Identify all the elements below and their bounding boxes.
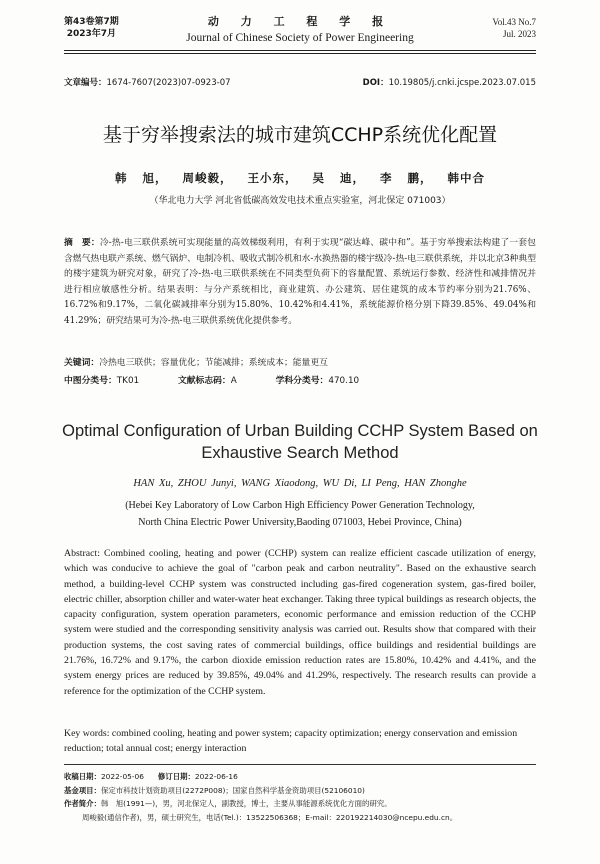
keywords-en [64,726,536,757]
footnote-fund [64,784,536,798]
clc-number [64,376,139,386]
subject-code-label: 学科分类号： [275,376,329,386]
header-issue-en [492,16,536,40]
keywords-cn-label: 关键词： [64,358,100,368]
footnote-rule [64,764,536,765]
abstract-cn [64,236,536,330]
journal-name-en: Journal of Chinese Society of Power Engineering [186,32,414,44]
doi [363,76,536,88]
authors-en: HAN Xu, ZHOU Junyi, WANG Xiaodong, WU Di, LI Peng, HAN Zhonghe [133,478,467,489]
article-number-label: 文章编号： [64,78,107,88]
document-code [178,376,237,386]
journal-name-cn: 动 力 工 程 学 报 [207,15,393,28]
fund-label: 基金项目： [64,785,101,795]
received-label: 收稿日期： [64,772,101,781]
abstract-en-label: Abstract: [64,548,100,559]
keywords-en-text: combined cooling, heating and power system; capacity optimization; energy conservation and emission reduction; total annual cost; energy interaction [64,728,518,755]
title-cn: 基于穷举搜索法的城市建筑CCHP系统优化配置 [102,124,498,146]
article-number [64,76,231,88]
abstract-cn-label: 摘 要： [64,238,100,248]
affiliation-en [0,497,600,531]
abstract-cn-text: 冷-热-电三联供系统可实现能量的高效梯级利用，有利于实现“碳达峰、碳中和”。基于穷举搜索法构建了一套包含燃气热电联产系统、燃气锅炉、电制冷机、吸收式制冷机和水-水换热器的楼宇级冷-热-电三联供系统，并以北京3种典型的楼宇建筑为研究对象，研究了冷-热-电三联供系统在不同类型负荷下的容量配置、系统运行参数、经济性和减排情况并进行相应敏感性分析。结果表明：与分产系统相比，商业建筑、办公建筑、居住建筑的成本节约率分别为21.76%、16.72%和9.17%，二氧化碳减排率分别为15.80%、10.42%和4.41%，系统能源价格分别下降39.85%、49.04%和41.29%；研究结果可为冷-热-电三联供系统优化提供参考。 [64,238,536,326]
classification-codes [64,373,536,386]
subject-code-value: 470.10 [328,376,360,386]
affiliation-en-line2: North China Electric Power University,Baoding 071003, Hebei Province, China) [138,517,462,528]
author-bio-label: 作者简介： [64,799,101,808]
keywords-en-label: Key words: [64,728,110,739]
volume-en: Vol.43 No.7 [492,17,536,27]
keywords-cn [64,356,536,370]
keywords-cn-text: 冷热电三联供；容量优化；节能减排；系统成本；能量更互 [99,358,328,368]
footnotes [64,770,536,824]
fund-text: 保定市科技计划资助项目(2272P008)；国家自然科学基金资助项目(52106010) [100,785,365,795]
document-code-value: A [230,376,237,386]
doi-label: DOI： [362,78,389,88]
affiliation-cn: （华北电力大学 河北省低碳高效发电技术重点实验室，河北保定 071003） [149,196,451,206]
affiliation-en-line1: (Hebei Key Laboratory of Low Carbon High Efficiency Power Generation Technology, [125,500,475,511]
revised-date: 2022-06-16 [194,772,238,781]
journal-header [64,14,536,54]
clc-label: 中图分类号： [64,376,117,386]
footnote-corresponding [64,811,536,825]
subject-code [276,376,360,386]
footnote-author [64,797,536,811]
document-code-label: 文献标志码： [177,376,231,386]
authors-cn: 韩 旭， 周峻毅， 王小东， 吴 迪， 李 鹏， 韩中合 [114,171,486,185]
abstract-en [64,546,536,699]
clc-value: TK01 [116,376,140,386]
author-bio-text: 韩 旭(1991—)，男，河北保定人，副教授，博士，主要从事能源系统优化方面的研究。 [100,799,392,808]
article-number-value: 1674-7607(2023)07-0923-07 [106,78,231,88]
date-cn: 2023年7月 [66,29,117,39]
corresponding-author-text: 周峻毅(通信作者)，男，硕士研究生，电话(Tel.)：13522506368；E-mail：220192214030@ncepu.edu.cn。 [82,812,458,822]
revised-label: 修订日期： [157,772,195,781]
doi-value: 10.19805/j.cnki.jcspe.2023.07.015 [388,78,536,88]
title-en: Optimal Configuration of Urban Building CCHP System Based on Exhaustive Search Method [62,422,538,462]
footnote-dates [64,770,536,784]
header-double-rule [64,50,536,54]
header-journal-name [64,14,536,46]
date-en: Jul. 2023 [502,29,536,39]
received-date: 2022-05-06 [100,772,144,781]
abstract-en-text: Combined cooling, heating and power (CCHP) system can realize efficient cascade utilization of energy, which was conducive to achieve the goal of "carbon peak and carbon neutrality". Based on the exhaustive search method, a building-level CCHP system was constructed including gas-fired cogeneration system, gas-fired boiler, electric chiller, absorption chiller and water-water heat exchanger. Taking three typical buildings as research objects, the capacity configuration, system operation parameters, economic performance and emission reduction of the CCHP system were studied and the corresponding sensitivity analysis was carried out. Results show that compared with their production systems, the cost saving rates of commercial buildings, office buildings and residential buildings are 21.76%, 16.72% and 9.17%, the carbon dioxide emission reduction rates are 15.80%, 10.42% and 4.41%, and the system energy prices are reduced by 39.85%, 49.04% and 41.29%, respectively. The research results can provide a reference for the optimization of the CCHP system. [64,548,536,697]
volume-cn: 第43卷第7期 [64,17,119,27]
